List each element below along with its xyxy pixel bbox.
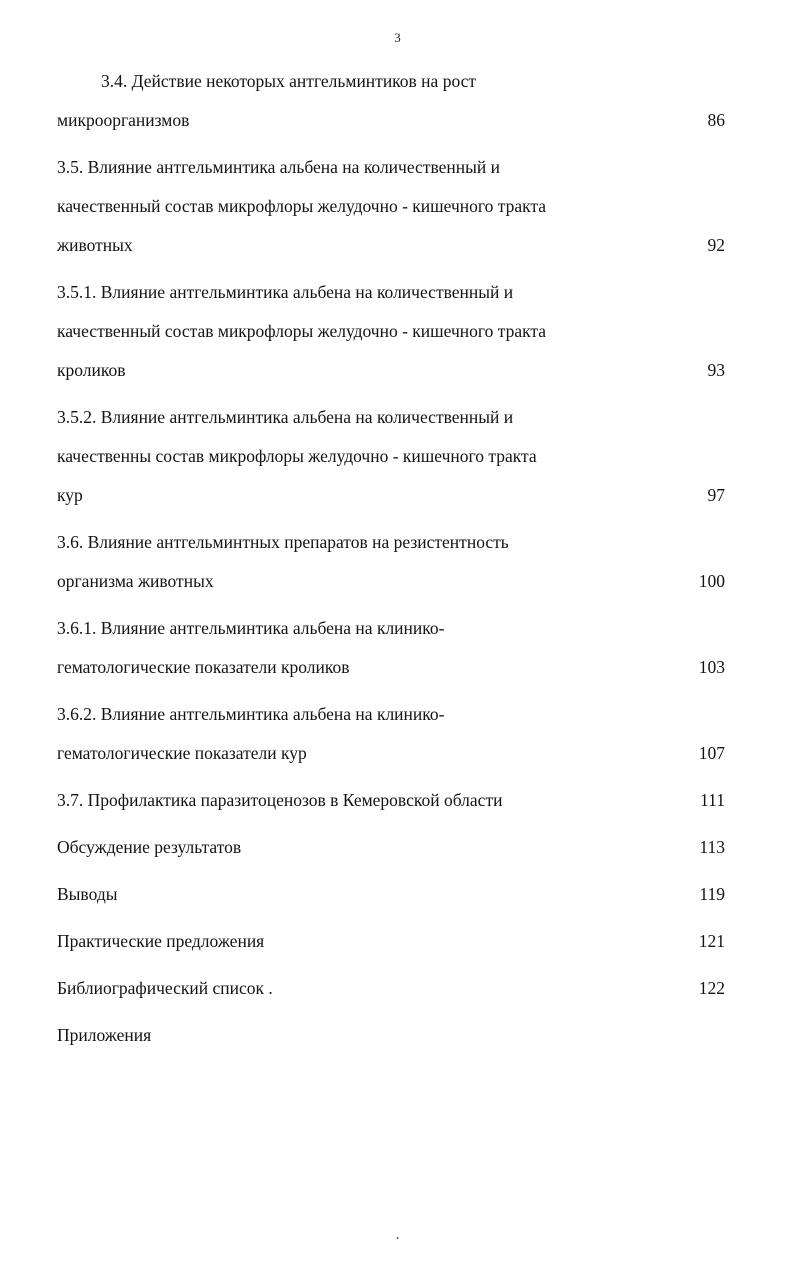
toc-entry-title-line: 3.7. Профилактика паразитоценозов в Кемеровской области bbox=[57, 790, 503, 810]
toc-entry-title-line: Выводы bbox=[57, 884, 118, 904]
toc-entry bbox=[57, 62, 725, 140]
toc-entry bbox=[57, 828, 725, 867]
toc-entry bbox=[57, 922, 725, 961]
toc-entry-title-line: качественный состав микрофлоры желудочно - кишечного тракта bbox=[57, 196, 547, 216]
toc-entry-page: 113 bbox=[699, 837, 725, 857]
toc-entry-title-line: гематологические показатели кур bbox=[57, 743, 307, 763]
toc-entry-title-line: животных bbox=[57, 235, 133, 255]
page-number: 3 bbox=[394, 30, 401, 45]
toc-entry-page: 121 bbox=[698, 931, 725, 951]
toc-entry-title-line: 3.5. Влияние антгельминтика альбена на количественный и bbox=[57, 157, 500, 177]
toc-entry-page: 97 bbox=[707, 485, 725, 505]
toc-entry-page: 92 bbox=[707, 235, 725, 255]
toc-entry-page: 86 bbox=[707, 110, 725, 130]
toc-entry bbox=[57, 875, 725, 914]
toc-entry bbox=[57, 273, 725, 390]
toc-entry-title-line: кур bbox=[57, 485, 83, 505]
toc-entry-title-line: Практические предложения bbox=[57, 931, 265, 951]
toc-entry-title-line: кроликов bbox=[57, 360, 126, 380]
toc-entry-title-line: 3.6.1. Влияние антгельминтика альбена на клинико- bbox=[57, 618, 445, 638]
toc-entry-title-line: Приложения bbox=[57, 1025, 152, 1045]
toc-entry-title-line: 3.5.2. Влияние антгельминтика альбена на количественный и bbox=[57, 407, 514, 427]
toc-entry bbox=[57, 398, 725, 515]
toc-entry-title-line: гематологические показатели кроликов bbox=[57, 657, 350, 677]
toc-entry bbox=[57, 969, 725, 1008]
toc-entry bbox=[57, 781, 725, 820]
table-of-contents bbox=[57, 62, 725, 1063]
toc-entry-title-line: 3.4. Действие некоторых антгельминтиков на рост bbox=[101, 71, 477, 91]
toc-entry-page: 93 bbox=[707, 360, 725, 380]
toc-entry-title-line: 3.5.1. Влияние антгельминтика альбена на количественный и bbox=[57, 282, 514, 302]
toc-entry bbox=[57, 523, 725, 601]
toc-entry-page: 100 bbox=[698, 571, 725, 591]
bottom-page-mark: . bbox=[395, 1226, 400, 1243]
toc-entry bbox=[57, 695, 725, 773]
toc-entry-title-line: организма животных bbox=[57, 571, 214, 591]
toc-entry-title-line: 3.6. Влияние антгельминтных препаратов на резистентность bbox=[57, 532, 509, 552]
toc-entry-title-line: качественны состав микрофлоры желудочно - кишечного тракта bbox=[57, 446, 537, 466]
toc-entry-title-line: качественный состав микрофлоры желудочно - кишечного тракта bbox=[57, 321, 547, 341]
toc-entry bbox=[57, 609, 725, 687]
toc-entry-page: 122 bbox=[698, 978, 725, 998]
toc-entry-page: 119 bbox=[699, 884, 725, 904]
toc-entry bbox=[57, 1016, 725, 1055]
toc-entry bbox=[57, 148, 725, 265]
toc-entry-page: 111 bbox=[700, 790, 725, 810]
toc-entry-title-line: микроорганизмов bbox=[57, 110, 190, 130]
toc-entry-page: 103 bbox=[698, 657, 725, 677]
toc-entry-title-line: Библиографический список bbox=[57, 978, 265, 998]
toc-entry-page: 107 bbox=[698, 743, 725, 763]
stray-dot-mark: . bbox=[268, 978, 273, 998]
toc-entry-title-line: 3.6.2. Влияние антгельминтика альбена на клинико- bbox=[57, 704, 445, 724]
toc-entry-title-line: Обсуждение результатов bbox=[57, 837, 242, 857]
